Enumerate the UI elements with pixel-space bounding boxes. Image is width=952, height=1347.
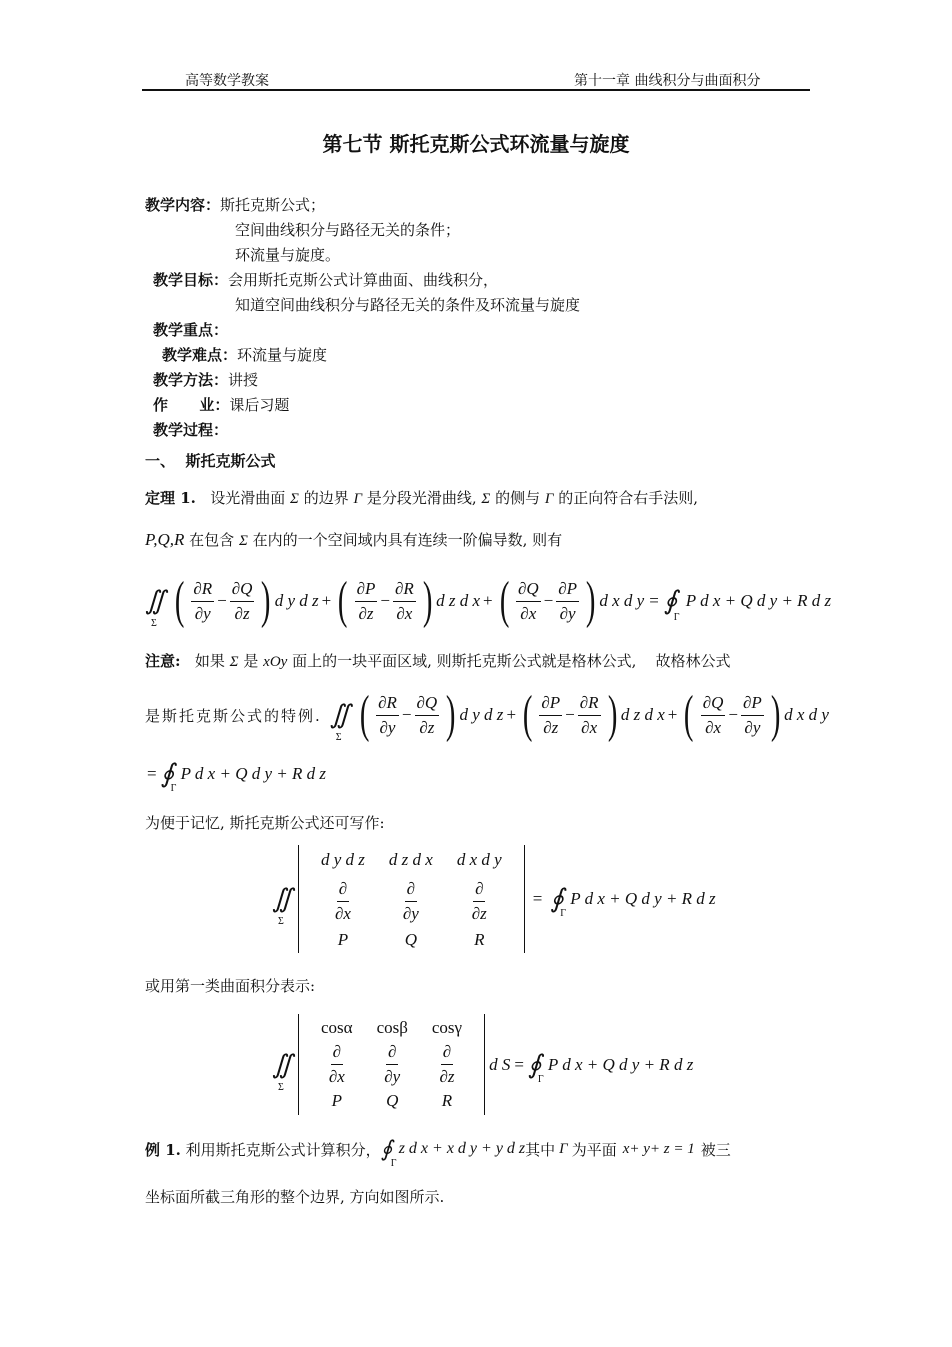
- term-3: ( $\frac{\partial Q}{\partial x}$ − $\frac{\partial P}{\partial y}$ ): [684, 686, 781, 743]
- dzdx: d z d x: [620, 705, 665, 724]
- gamma-symbol: Γ: [353, 491, 363, 507]
- dxdy: d x d y: [599, 591, 645, 610]
- goal-item-1: 会用斯托克斯公式计算曲面、曲线积分，: [228, 271, 499, 289]
- stokes-formula: ∬ Σ ( $\frac{\partial R}{\partial y}$ − $\frac{\partial Q}{\partial z}$ ) d y d z + ( $\frac{\partial P}{\partial z}$ − $\frac{\partial R}{\partial x}$ ) d z d x + ( $\frac{\partial Q}{\partial x}$ − $\frac{\partial P}{\partial y}$ ) d x d y = ∮ Γ P d x + Q d y + R d z: [145, 572, 832, 629]
- term-1: ( $\frac{\partial R}{\partial y}$ − $\frac{\partial Q}{\partial z}$ ): [174, 572, 271, 629]
- example-text: 为平面: [571, 1140, 617, 1159]
- header-rule: [142, 89, 810, 91]
- plane-equation: x+ y+ z = 1: [622, 1140, 695, 1157]
- determinant: cosα cosβ cosγ $\frac{\partial}{\partial x}$ $\frac{\partial}{\partial y}$ $\frac{\partial}{\partial z}$ P Q R: [298, 1014, 485, 1115]
- note-label: 注意:: [145, 652, 181, 670]
- note-text: 如果: [194, 652, 225, 670]
- content-item-3: 环流量与旋度。: [235, 246, 341, 264]
- theorem-text: 是分段光滑曲线,: [366, 489, 477, 507]
- example-text: 利用斯托克斯公式计算积分，: [185, 1140, 381, 1159]
- note-text: 面上的一块平面区域, 则斯托克斯公式就是格林公式,: [292, 652, 637, 670]
- header-right: 第十一章 曲线积分与曲面积分: [574, 73, 761, 89]
- alt-text: 或用第一类曲面积分表示:: [145, 977, 316, 995]
- formula-rhs: P d x + Q d y + R d z: [685, 591, 832, 610]
- theorem-text: 的边界: [303, 489, 349, 507]
- contour-integral-icon: ∮ Γ: [663, 586, 680, 623]
- double-integral-icon: ∬ Σ: [145, 586, 166, 629]
- determinant: d y d z d z d x d x d y $\frac{\partial}{\partial x}$ $\frac{\partial}{\partial y}$ $\frac{\partial}{\partial z}$ P Q R: [298, 845, 525, 953]
- gamma-symbol: Γ: [559, 1140, 568, 1157]
- formula-rhs: P d x + Q d y + R d z: [180, 764, 326, 783]
- theorem-label: 定理 1.: [145, 489, 196, 507]
- example-text: 被三: [700, 1140, 731, 1159]
- cosine-determinant-formula: ∬ Σ cosα cosβ cosγ $\frac{\partial}{\partial x}$ $\frac{\partial}{\partial y}$ $\frac{\partial}{\partial z}$ P Q R d S = ∮ Γ P d x + Q d y + R d z: [272, 1014, 693, 1115]
- section-heading: 一、 斯托克斯公式: [145, 452, 276, 470]
- ds: d S: [489, 1054, 511, 1074]
- contour-integral-icon: ∮ Γ: [550, 884, 567, 919]
- content-item-1: 斯托克斯公式；: [220, 196, 326, 214]
- example-line-2: 坐标面所截三角形的整个边界, 方向如图所示.: [145, 1188, 445, 1206]
- homework-row: [153, 394, 289, 415]
- memory-text: 为便于记忆, 斯托克斯公式还可写作:: [145, 814, 385, 832]
- example-label: 例 1.: [145, 1140, 181, 1159]
- double-integral-icon: ∬ Σ: [272, 1049, 293, 1093]
- note-line-2: 是斯托克斯公式的特例. ∬ Σ ( $\frac{\partial R}{\partial y}$ − $\frac{\partial Q}{\partial z}$ ) d y d z + ( $\frac{\partial P}{\partial z}$ − $\frac{\partial R}{\partial x}$ ) d z d x + ( $\frac{\partial Q}{\partial x}$ − $\frac{\partial P}{\partial y}$ ) d x d y: [145, 686, 829, 743]
- term-2: ( $\frac{\partial P}{\partial z}$ − $\frac{\partial R}{\partial x}$ ): [338, 572, 433, 629]
- sigma-symbol: Σ: [238, 533, 248, 549]
- goal-label: 教学目标：: [153, 271, 229, 289]
- goal-item-2: 知道空间曲线积分与路径无关的条件及环流量与旋度: [235, 296, 581, 314]
- example-text: 其中: [525, 1140, 556, 1159]
- term-3: ( $\frac{\partial Q}{\partial x}$ − $\frac{\partial P}{\partial y}$ ): [499, 572, 596, 629]
- dydz: d y d z: [459, 705, 504, 724]
- method-value: 讲授: [228, 371, 259, 389]
- sigma-symbol: Σ: [229, 654, 239, 670]
- contour-integral-icon: ∮ Γ: [160, 759, 177, 794]
- term-1: ( $\frac{\partial R}{\partial y}$ − $\frac{\partial Q}{\partial z}$ ): [359, 686, 456, 743]
- theorem-text: 设光滑曲面: [210, 489, 286, 507]
- sigma-symbol: Σ: [290, 491, 299, 507]
- content-row-1: [145, 194, 325, 215]
- header-left: 高等数学教案: [185, 73, 269, 89]
- difficulty-row: [162, 344, 327, 365]
- note-text: 故格林公式: [655, 652, 731, 670]
- theorem-text: 在内的一个空间域内具有连续一阶偏导数, 则有: [252, 531, 563, 549]
- pqr-symbols: P,Q,R: [145, 530, 185, 549]
- theorem-line-1: [145, 487, 698, 508]
- homework-value: 课后习题: [229, 396, 290, 414]
- double-integral-icon: ∬ Σ: [329, 700, 351, 743]
- gamma-symbol: Γ: [544, 491, 554, 507]
- term-2: ( $\frac{\partial P}{\partial z}$ − $\frac{\partial R}{\partial x}$ ): [522, 686, 617, 743]
- formula-rhs: P d x + Q d y + R d z: [547, 1054, 694, 1074]
- dzdx: d z d x: [436, 591, 481, 610]
- example-line-1: [145, 1136, 731, 1169]
- theorem-text: 在包含: [189, 531, 235, 549]
- method-label: 教学方法：: [153, 371, 229, 389]
- formula-rhs: P d x + Q d y + R d z: [570, 889, 716, 908]
- content-item-2: 空间曲线积分与路径无关的条件；: [235, 221, 461, 239]
- process-label: 教学过程：: [153, 421, 229, 439]
- theorem-text: 的侧与: [495, 489, 541, 507]
- note-text: 是: [243, 652, 259, 670]
- sigma-symbol: Σ: [481, 491, 491, 507]
- difficulty-value: 环流量与旋度: [237, 346, 328, 364]
- double-integral-icon: ∬ Σ: [272, 884, 293, 927]
- contour-integral-icon: ∮ Γ: [527, 1049, 544, 1085]
- note-line-3: = ∮ Γ P d x + Q d y + R d z: [147, 759, 326, 794]
- key-label: 教学重点：: [153, 321, 229, 339]
- dxdy: d x d y: [784, 705, 829, 724]
- page-title: 第七节 斯托克斯公式环流量与旋度: [322, 132, 630, 156]
- content-label: 教学内容：: [145, 196, 221, 214]
- goal-row-1: [153, 269, 498, 290]
- theorem-line-2: [145, 529, 562, 550]
- contour-integral-icon: ∮ Γ: [380, 1136, 397, 1169]
- method-row: [153, 369, 258, 390]
- xoy-symbol: xOy: [263, 654, 288, 670]
- determinant-formula: ∬ Σ d y d z d z d x d x d y $\frac{\partial}{\partial x}$ $\frac{\partial}{\partial y}$ $\frac{\partial}{\partial z}$ P Q R = ∮ Γ P d x + Q d y + R d z: [272, 845, 716, 953]
- dydz: d y d z: [274, 591, 319, 610]
- example-integral: z d x + x d y + y d z: [398, 1140, 526, 1157]
- difficulty-label: 教学难点：: [162, 346, 238, 364]
- theorem-text: 的正向符合右手法则,: [558, 489, 698, 507]
- note-text: 是斯托克斯公式的特例.: [145, 706, 322, 725]
- homework-label: 作 业：: [153, 396, 230, 414]
- note-line-1: [145, 650, 731, 671]
